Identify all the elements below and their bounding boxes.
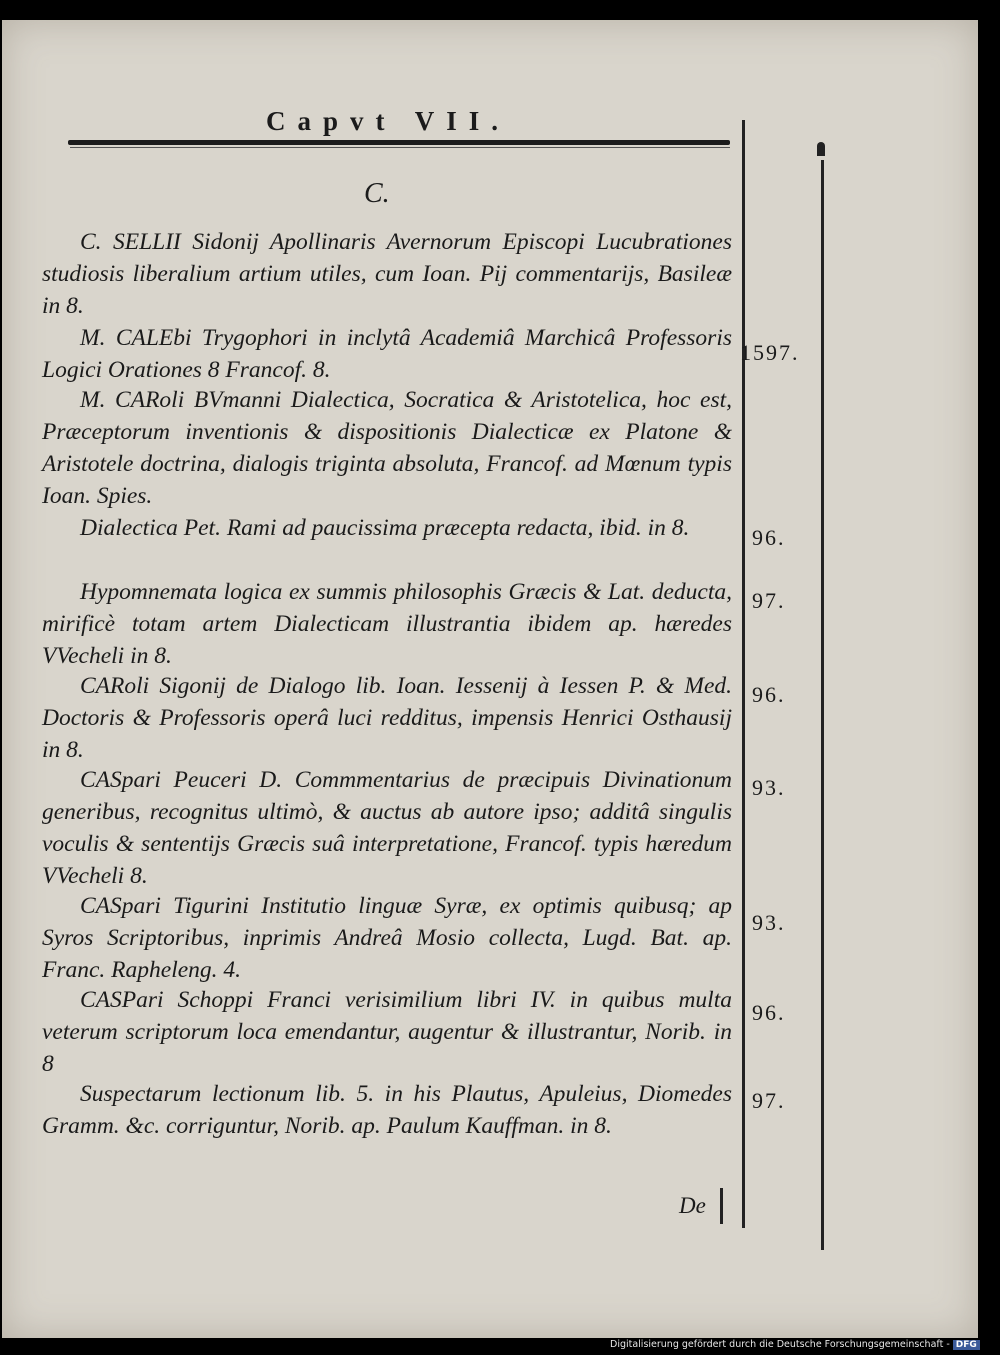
running-title: Capvt VII. (266, 106, 511, 136)
digitization-credit (610, 1339, 980, 1350)
book-page (2, 20, 978, 1338)
section-letter: C. (364, 178, 390, 209)
year-97-b: 97. (752, 1088, 786, 1113)
margin-marker (817, 142, 825, 156)
year-97-a: 97. (752, 588, 786, 613)
entry-schoppi: CASPari Schoppi Franci verisimilium libri IV. in quibus multa veterum scriptorum loca emendantur, augentur & illustrantur, Norib. in 8 (42, 987, 732, 1077)
entry-hypomnemata: Hypomnemata logica ex summis philosophis Græcis & Lat. deducta, mirificè totam artem Dialecticam illustrantia ibidem ap. hæredes VVecheli in 8. (42, 579, 732, 669)
header-rule-thin (70, 147, 730, 148)
margin-rule-right (821, 160, 824, 1250)
year-1597: 1597. (740, 340, 800, 365)
entry-rami: Dialectica Pet. Rami ad paucissima præcepta redacta, ibid. in 8. (80, 515, 690, 541)
entry-sigonii: CARoli Sigonij de Dialogo lib. Ioan. Iessenij à Iessen P. & Med. Doctoris & Professoris operâ luci redditus, impensis Henrici Osthausij in 8. (42, 673, 732, 763)
catchword-tick (720, 1188, 723, 1224)
entry-buman: M. CARoli BVmanni Dialectica, Socratica & Aristotelica, hoc est, Præceptorum inventionis & dispositionis Dialecticæ ex Platone & Aristotele doctrina, dialogis triginta absoluta, Francof. ad Mœnum typis Ioan. Spies. (42, 387, 732, 509)
dfg-logo: DFG (953, 1340, 980, 1350)
year-93-a: 93. (752, 775, 786, 800)
entry-calebi: M. CALEbi Trygophori in inclytâ Academiâ Marchicâ Professoris Logici Orationes 8 Francof. 8. (42, 325, 732, 383)
margin-rule-left (742, 120, 745, 1228)
entry-sellii: C. SELLII Sidonij Apollinaris Avernorum Episcopi Lucubrationes studiosis liberalium artium utiles, cum Ioan. Pij commentarijs, Basileæ in 8. (42, 229, 732, 319)
entry-suspectarum: Suspectarum lectionum lib. 5. in his Plautus, Apuleius, Diomedes Gramm. &c. corriguntur, Norib. ap. Paulum Kauffman. in 8. (42, 1081, 732, 1139)
year-96-a: 96. (752, 525, 786, 550)
entry-peuceri: CASpari Peuceri D. Commmentarius de præcipuis Divinationum generibus, recognitus ultimò, & auctus ab autore ipso; additâ singulis voculis & sententijs Græcis suâ interpretatione, Francof. typis hæredum VVecheli 8. (42, 767, 732, 889)
year-96-c: 96. (752, 1000, 786, 1025)
year-96-b: 96. (752, 682, 786, 707)
header-rule (68, 140, 730, 145)
credit-text: Digitalisierung gefördert durch die Deutsche Forschungsgemeinschaft - (610, 1339, 950, 1350)
entry-tigurini: CASpari Tigurini Institutio linguæ Syræ, ex optimis quibusq; ap Syros Scriptoribus, inprimis Andreâ Mosio collecta, Lugd. Bat. ap. Franc. Rapheleng. 4. (42, 893, 732, 983)
year-93-b: 93. (752, 910, 786, 935)
catchword: De (679, 1193, 706, 1218)
